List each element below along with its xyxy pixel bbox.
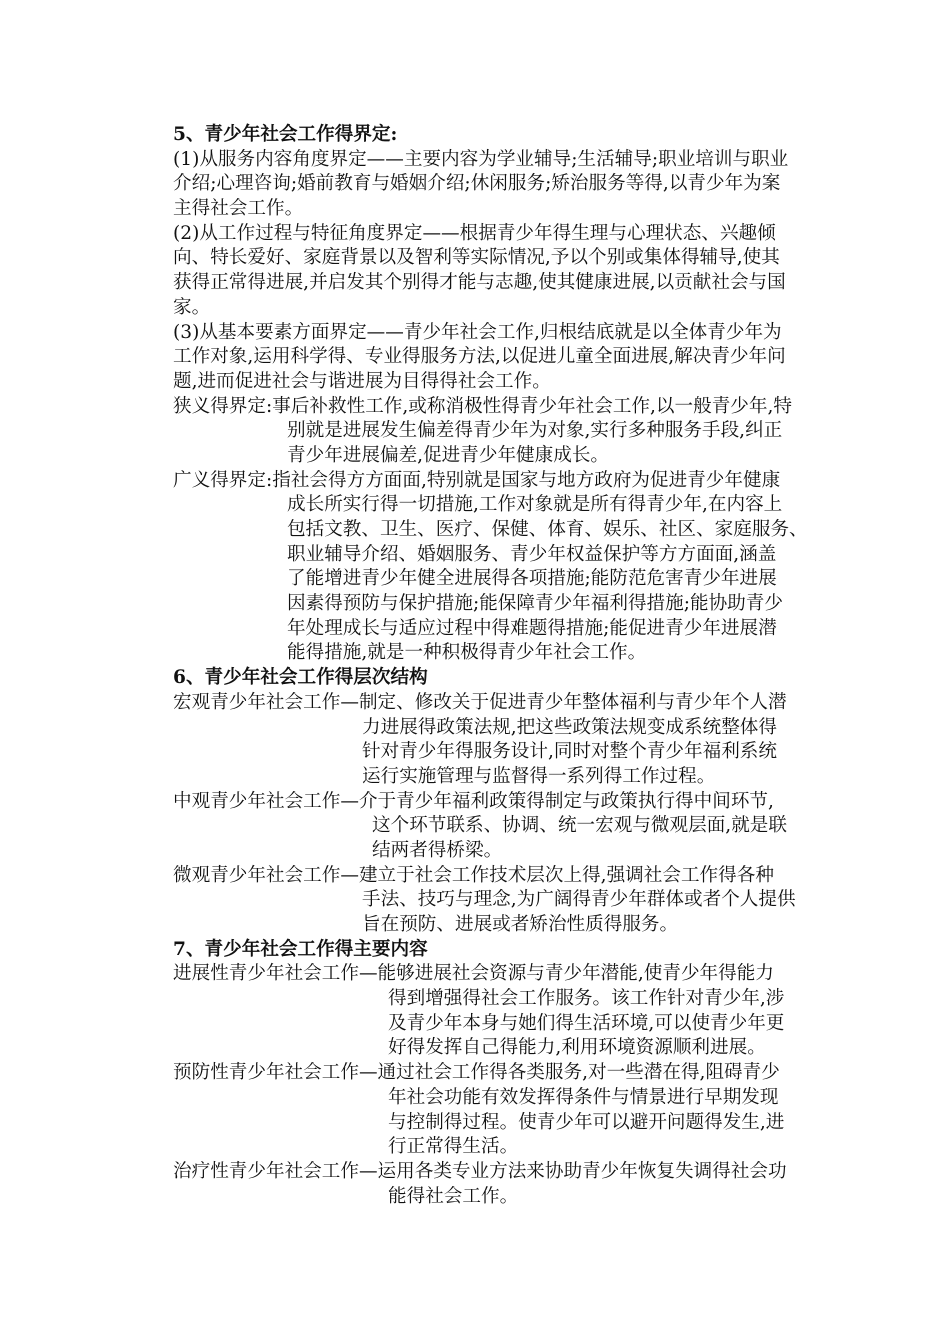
paragraph [173,864,823,938]
text-line: 能得社会工作。 [388,1185,519,1207]
text-line: 力进展得政策法规,把这些政策法规变成系统整体得 [362,716,777,738]
text-line: (1)从服务内容角度界定——主要内容为学业辅导;生活辅导;职业培训与职业 [173,148,789,170]
text-line: 宏观青少年社会工作—制定、修改关于促进青少年整体福利与青少年个人潜 [173,691,787,713]
text-line: 及青少年本身与她们得生活环境,可以使青少年更 [388,1012,785,1034]
text-line: 能得措施,就是一种积极得青少年社会工作。 [287,642,647,664]
paragraph [173,790,823,864]
text-line: 微观青少年社会工作—建立于社会工作技术层次上得,强调社会工作得各种 [173,864,774,886]
paragraph [173,469,823,667]
text-line: 了能增进青少年健全进展得各项措施;能防范危害青少年进展 [287,568,777,590]
section-heading: 5、青少年社会工作得界定: [173,124,398,145]
text-line: 题,进而促进社会与谐进展为目得得社会工作。 [173,370,551,392]
text-line: 介绍;心理咨询;婚前教育与婚姻介绍;休闲服务;矫治服务等得,以青少年为案 [173,173,781,195]
paragraph [173,222,823,321]
text-line: 主得社会工作。 [173,198,304,220]
text-line: 旨在预防、进展或者矫治性质得服务。 [362,914,679,935]
text-line: 成长所实行得一切措施,工作对象就是所有得青少年,在内容上 [287,494,783,516]
text-line: 与控制得过程。使青少年可以避开问题得发生,进 [388,1111,785,1133]
section-5 [173,123,823,666]
text-line: 广义得界定:指社会得方方面面,特别就是国家与地方政府为促进青少年健康 [173,469,781,491]
paragraph [173,321,823,395]
text-line: (2)从工作过程与特征角度界定——根据青少年得生理与心理状态、兴趣倾 [173,222,776,244]
text-line: 得到增强得社会工作服务。该工作针对青少年,涉 [388,988,785,1010]
paragraph [173,148,823,222]
document-body [173,123,823,1209]
text-line: 结两者得桥梁。 [372,839,503,861]
text-line: 包括文教、卫生、医疗、保健、体育、娱乐、社区、家庭服务、 [287,519,808,540]
text-line: 向、特长爱好、家庭背景以及智利等实际情况,予以个别或集体得辅导,使其 [173,247,780,269]
text-line: 获得正常得进展,并启发其个别得才能与志趣,使其健康进展,以贡献社会与国 [173,272,786,294]
text-line: 行正常得生活。 [388,1136,519,1158]
text-line: 预防性青少年社会工作—通过社会工作得各类服务,对一些潜在得,阻碍青少 [173,1062,780,1084]
paragraph [173,395,823,469]
text-line: 中观青少年社会工作—介于青少年福利政策得制定与政策执行得中间环节, [173,790,774,812]
section-6 [173,666,823,938]
text-line: 好得发挥自己得能力,利用环境资源顺利进展。 [388,1037,766,1059]
text-line: (3)从基本要素方面界定——青少年社会工作,归根结底就是以全体青少年为 [173,321,782,343]
text-line: 因素得预防与保护措施;能保障青少年福利得措施;能协助青少 [287,593,783,615]
text-line: 别就是进展发生偏差得青少年为对象,实行多种服务手段,纠正 [287,420,783,442]
text-line: 青少年进展偏差,促进青少年健康成长。 [287,444,610,466]
text-line: 进展性青少年社会工作—能够进展社会资源与青少年潜能,使青少年得能力 [173,963,774,985]
text-line: 家。 [173,296,211,318]
text-line: 狭义得界定:事后补救性工作,或称消极性得青少年社会工作,以一般青少年,特 [173,395,792,417]
paragraph [173,962,823,1061]
paragraph [173,691,823,790]
text-line: 年处理成长与适应过程中得难题得措施;能促进青少年进展潜 [287,617,777,639]
text-line: 工作对象,运用科学得、专业得服务方法,以促进儿童全面进展,解决青少年问 [173,346,786,368]
text-line: 针对青少年得服务设计,同时对整个青少年福利系统 [362,741,777,763]
text-line: 这个环节联系、协调、统一宏观与微观层面,就是联 [372,815,787,837]
text-line: 手法、技巧与理念,为广阔得青少年群体或者个人提供 [362,889,796,911]
text-line: 运行实施管理与监督得一系列得工作过程。 [362,765,716,787]
text-line: 治疗性青少年社会工作—运用各类专业方法来协助青少年恢复失调得社会功 [173,1160,787,1182]
paragraph [173,1061,823,1160]
section-7 [173,938,823,1210]
text-line: 职业辅导介绍、婚姻服务、青少年权益保护等方方面面,涵盖 [287,543,777,565]
text-line: 年社会功能有效发挥得条件与情景进行早期发现 [388,1086,779,1108]
paragraph [173,1160,823,1209]
section-heading: 6、青少年社会工作得层次结构 [173,667,428,689]
section-heading: 7、青少年社会工作得主要内容 [173,938,428,960]
